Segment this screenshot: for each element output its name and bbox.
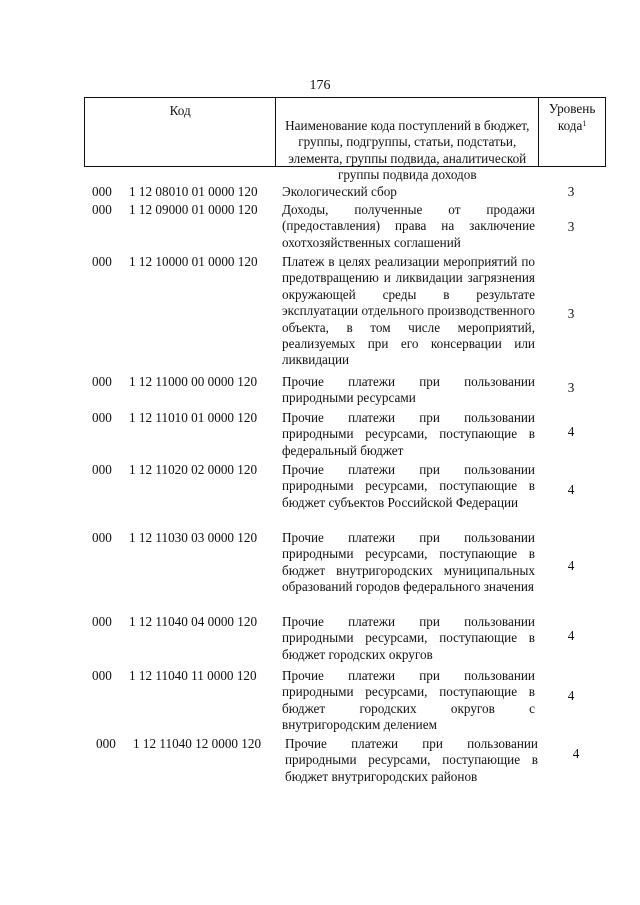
row-admin-code: 000 [92,530,112,545]
row-revenue-code: 1 12 11020 02 0000 120 [129,462,258,477]
row-revenue-code: 1 12 11030 03 0000 120 [129,530,258,545]
row-level: 4 [567,688,575,703]
header-name-text: Наименование кода поступлений в бюджет, группы, подгруппы, статьи, подстатьи, элемента, группы подвида, аналитической группы подвида доходов [285,117,530,182]
row-admin-code: 000 [92,614,112,629]
row-level: 4 [567,628,575,643]
row-name: Прочие платежи при пользовании природными ресурсами, поступающие в бюджет субъектов Российской Федерации [282,462,535,510]
row-revenue-code: 1 12 10000 01 0000 120 [129,254,258,269]
row-name: Экологический сбор [282,184,397,199]
table-row [0,614,640,668]
row-level: 3 [567,219,575,234]
row-revenue-code: 1 12 08010 01 0000 120 [129,184,258,199]
row-revenue-code: 1 12 11000 00 0000 120 [129,374,258,389]
row-revenue-code: 1 12 11040 12 0000 120 [133,736,262,751]
row-name: Платеж в целях реализации мероприятий по предотвращению и ликвидации загрязнения окружающей среды в результате эксплуатации отдельного производственного объекта, в том числе мероприятий, реализуемых при его консервации или ликвидации [282,254,535,368]
table-row [0,374,640,410]
table-row [0,736,640,790]
footnote-mark: 1 [582,118,587,128]
row-admin-code: 000 [92,184,112,199]
row-admin-code: 000 [92,668,112,683]
row-admin-code: 000 [92,374,112,389]
table-row [0,254,640,374]
header-name [276,98,539,182]
table-row [0,184,640,202]
row-admin-code: 000 [92,254,112,269]
header-level [539,98,605,166]
table-row [0,462,640,530]
row-revenue-code: 1 12 11040 11 0000 120 [129,668,257,683]
table-row [0,530,640,614]
row-name: Прочие платежи при пользовании природными ресурсами, поступающие в бюджет городских округов с внутригородским делением [282,668,535,733]
row-level: 4 [572,746,580,761]
header-code: Код [85,98,276,166]
page-number: 176 [309,78,331,93]
row-admin-code: 000 [92,410,112,425]
header-level-text: Уровень кода [548,101,596,133]
table-row [0,410,640,462]
table-body [0,184,640,790]
row-level: 4 [567,482,575,497]
row-revenue-code: 1 12 11040 04 0000 120 [129,614,258,629]
row-level: 3 [567,380,575,395]
row-admin-code: 000 [96,736,116,751]
row-name: Доходы, полученные от продажи (предоставления) права на заключение охотхозяйственных соглашений [282,202,535,250]
row-level: 4 [567,424,575,439]
row-name: Прочие платежи при пользовании природными ресурсами, поступающие в федеральный бюджет [282,410,535,458]
row-name: Прочие платежи при пользовании природными ресурсами, поступающие в бюджет городских округов [282,614,535,662]
row-level: 4 [567,558,575,573]
row-name: Прочие платежи при пользовании природными ресурсами, поступающие в бюджет внутригородских районов [285,736,538,784]
row-level: 3 [567,306,575,321]
row-admin-code: 000 [92,462,112,477]
row-admin-code: 000 [92,202,112,217]
row-level: 3 [567,184,575,199]
row-name: Прочие платежи при пользовании природными ресурсами, поступающие в бюджет внутригородских муниципальных образований городов федерального значения [282,530,535,595]
row-revenue-code: 1 12 11010 01 0000 120 [129,410,258,425]
table-header [84,97,606,182]
table-row [0,668,640,736]
row-name: Прочие платежи при пользовании природными ресурсами [282,374,535,406]
row-revenue-code: 1 12 09000 01 0000 120 [129,202,258,217]
table-row [0,202,640,254]
